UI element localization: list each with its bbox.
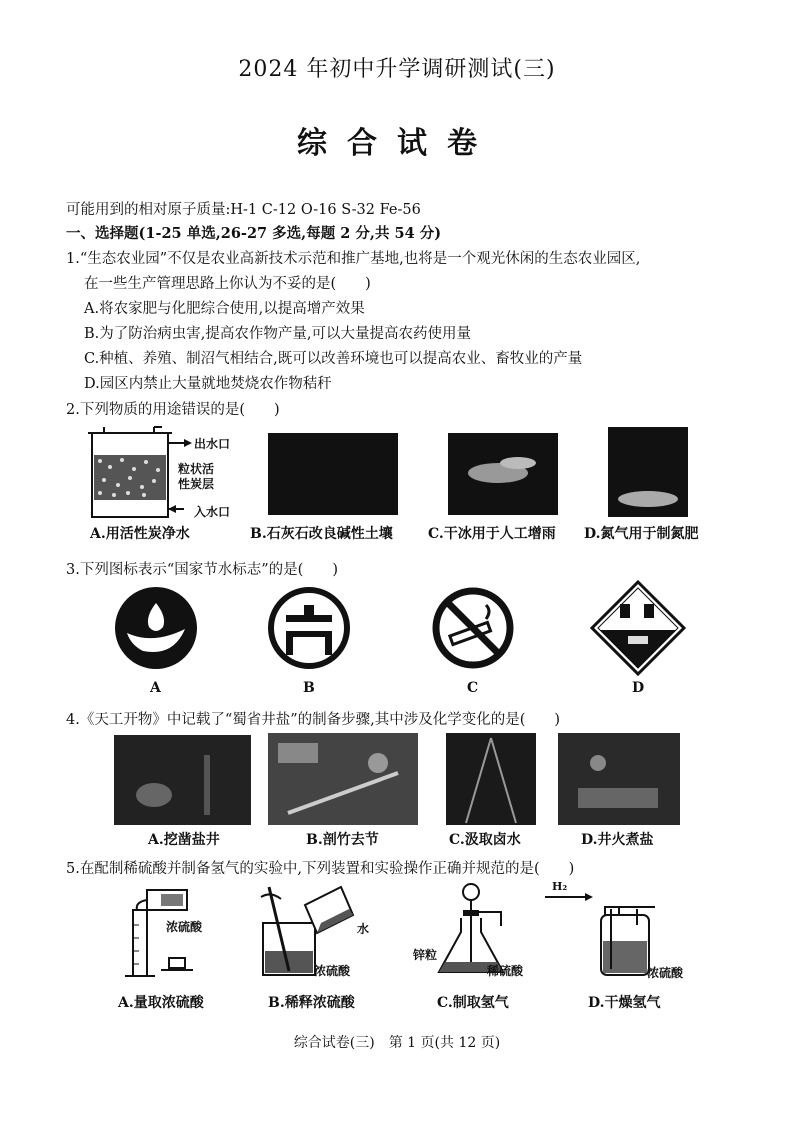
- gas-drying-bottle-diagram: [545, 885, 655, 980]
- label-zinc: 锌粒: [413, 948, 438, 962]
- q3-stem: 3.下列图标表示“国家节水标志”的是( ): [66, 562, 338, 578]
- q5-caption-b: B.稀释浓硫酸: [268, 995, 355, 1011]
- q5-caption-a: A.量取浓硫酸: [118, 995, 204, 1011]
- label-conc-acid-a: 浓硫酸: [166, 920, 203, 934]
- q2-caption-b: B.石灰石改良碱性土壤: [250, 526, 393, 542]
- q4-caption-a: A.挖凿盐井: [148, 832, 220, 848]
- q1-option-d: D.园区内禁止大量就地焚烧农作物秸秆: [84, 376, 332, 392]
- carbon-layer-label-1: 粒状活: [178, 462, 215, 476]
- q5-caption-d: D.干燥氢气: [588, 995, 661, 1011]
- corrosive-warning-icon: [590, 580, 686, 676]
- q1-option-b: B.为了防治病虫害,提高农作物产量,可以大量提高农药使用量: [84, 326, 471, 342]
- q3-label-a: A: [150, 680, 161, 696]
- label-water: 水: [357, 922, 370, 936]
- inlet-label: 入水口: [194, 505, 231, 519]
- water-conservation-faucet-icon: [266, 585, 352, 671]
- water-saving-sign-icon: [113, 585, 199, 671]
- outlet-label: 出水口: [194, 437, 231, 451]
- label-conc-acid-d: 浓硫酸: [647, 966, 684, 980]
- q4-caption-c: C.汲取卤水: [449, 832, 521, 848]
- q2-caption-d: D.氮气用于制氮肥: [584, 526, 699, 542]
- q1-stem-line1: 1.“生态农业园”不仅是农业高新技术示范和推广基地,也将是一个观光休闲的生态农业园区,: [66, 251, 641, 267]
- label-h2: H₂: [552, 880, 568, 893]
- q5-stem: 5.在配制稀硫酸并制备氢气的实验中,下列装置和实验操作正确并规范的是( ): [66, 861, 575, 877]
- illustration-splitting-bamboo: [268, 733, 418, 825]
- page-footer: 综合试卷(三) 第 1 页(共 12 页): [293, 1035, 501, 1051]
- photo-limestone-soil: [268, 433, 398, 515]
- q5-caption-c: C.制取氢气: [437, 995, 509, 1011]
- q3-label-d: D: [632, 680, 645, 696]
- paper-subtitle: 综合试卷: [297, 126, 497, 161]
- q4-stem: 4.《天工开物》中记载了“蜀省井盐”的制备步骤,其中涉及化学变化的是( ): [66, 712, 561, 728]
- q3-label-c: C: [467, 680, 479, 696]
- q3-label-b: B: [303, 680, 315, 696]
- photo-nitrogen-fertilizer: [608, 427, 688, 517]
- q1-option-c: C.种植、养殖、制沼气相结合,既可以改善环境也可以提高农业、畜牧业的产量: [84, 351, 583, 367]
- label-conc-acid-b: 浓硫酸: [314, 964, 351, 978]
- illustration-digging-salt-well: [114, 735, 251, 825]
- q4-caption-d: D.井火煮盐: [581, 832, 654, 848]
- q4-caption-b: B.剖竹去节: [306, 832, 379, 848]
- q1-option-a: A.将农家肥与化肥综合使用,以提高增产效果: [84, 301, 365, 317]
- illustration-boiling-salt: [558, 733, 680, 825]
- illustration-drawing-brine: [446, 733, 536, 825]
- no-smoking-icon: [430, 585, 516, 671]
- q2-caption-c: C.干冰用于人工增雨: [428, 526, 556, 542]
- q1-stem-line2: 在一些生产管理思路上你认为不妥的是( ): [84, 276, 371, 292]
- photo-dry-ice-rain: [448, 433, 558, 515]
- q2-stem: 2.下列物质的用途错误的是( ): [66, 402, 280, 418]
- atomic-masses: 可能用到的相对原子质量:H-1 C-12 O-16 S-32 Fe-56: [66, 202, 421, 218]
- label-dilute-acid: 稀硫酸: [487, 964, 524, 978]
- exam-title: 2024 年初中升学调研测试(三): [238, 57, 556, 82]
- q2-caption-a: A.用活性炭净水: [90, 526, 190, 542]
- section-heading: 一、选择题(1-25 单选,26-27 多选,每题 2 分,共 54 分): [66, 225, 442, 242]
- carbon-layer-label-2: 性炭层: [178, 477, 215, 491]
